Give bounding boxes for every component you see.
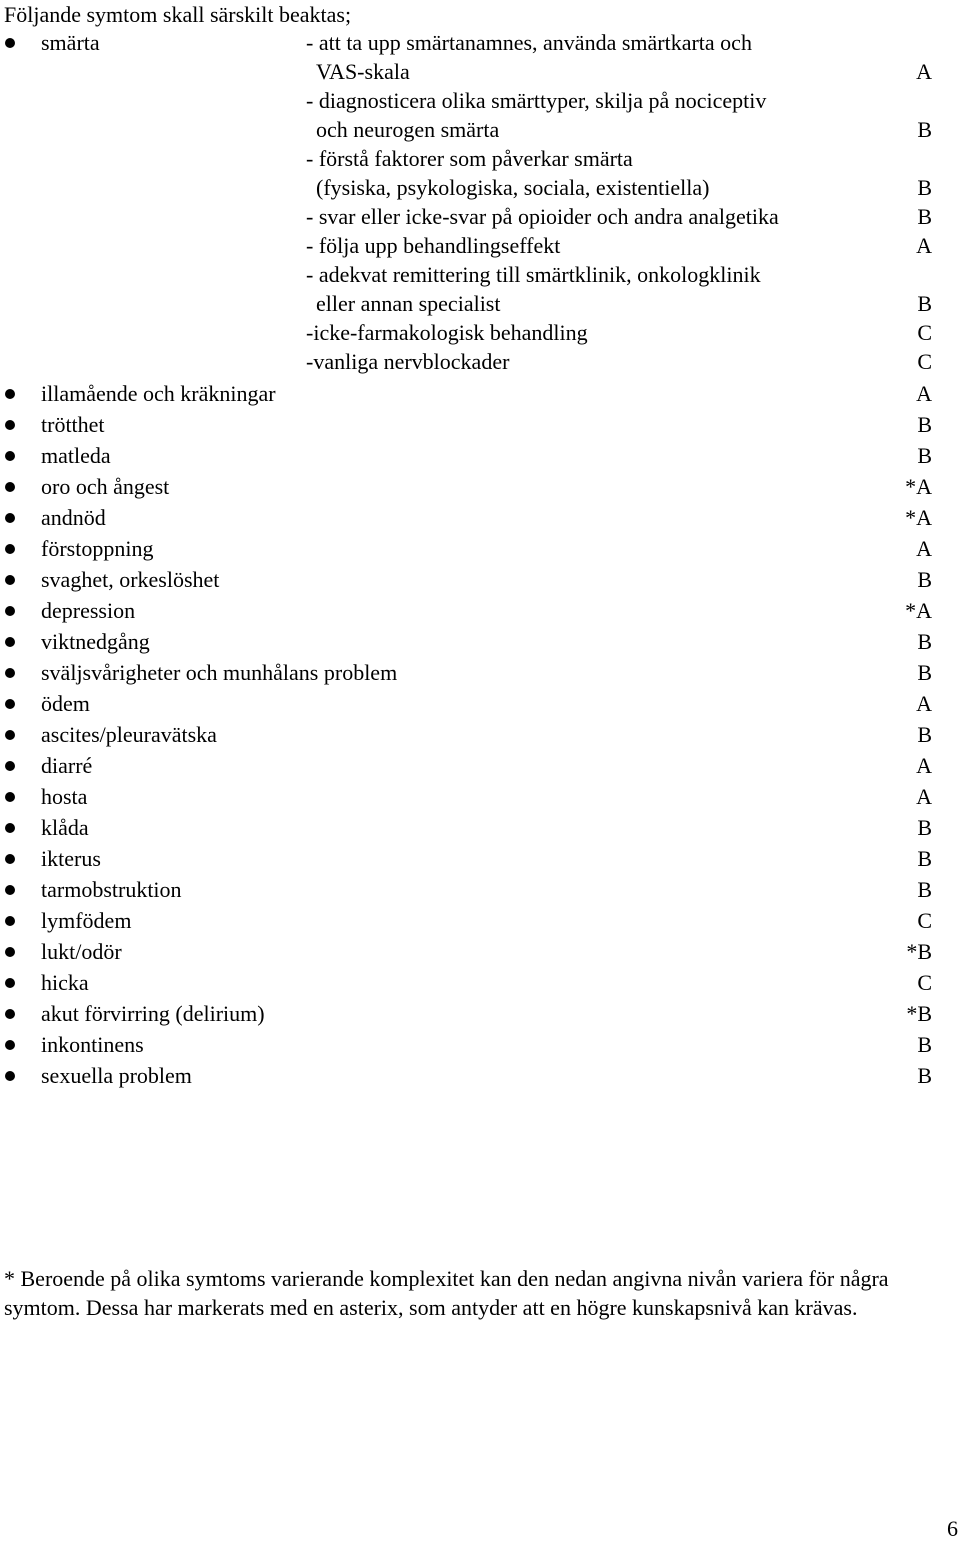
symptom-label: illamående och kräkningar <box>41 381 276 406</box>
bullet-icon <box>5 947 15 957</box>
page-number: 6 <box>947 1516 958 1541</box>
pain-item-level: C <box>917 320 932 345</box>
pain-item-level: B <box>917 291 932 316</box>
symptom-level: A <box>916 691 932 716</box>
symptom-label: ascites/pleuravätska <box>41 722 217 747</box>
pain-item-text: - att ta upp smärtanamnes, använda smärtkarta och <box>306 30 752 55</box>
pain-item-level: B <box>917 204 932 229</box>
symptom-label: andnöd <box>41 505 106 530</box>
symptom-level: B <box>917 1032 932 1057</box>
bullet-icon <box>5 38 15 48</box>
symptom-level: B <box>917 846 932 871</box>
symptom-level: B <box>917 660 932 685</box>
bullet-icon <box>5 575 15 585</box>
pain-item-level: B <box>917 175 932 200</box>
bullet-icon <box>5 637 15 647</box>
pain-item-text: -vanliga nervblockader <box>306 349 510 374</box>
symptom-label: sexuella problem <box>41 1063 192 1088</box>
symptom-level: B <box>917 815 932 840</box>
bullet-icon <box>5 420 15 430</box>
bullet-icon <box>5 885 15 895</box>
symptom-level: A <box>916 536 932 561</box>
symptom-label: hosta <box>41 784 88 809</box>
symptom-level: *B <box>906 1001 932 1026</box>
bullet-icon <box>5 699 15 709</box>
bullet-icon <box>5 482 15 492</box>
bullet-icon <box>5 451 15 461</box>
bullet-icon <box>5 513 15 523</box>
symptom-label: ödem <box>41 691 90 716</box>
bullet-icon <box>5 978 15 988</box>
pain-item-text: (fysiska, psykologiska, sociala, existentiella) <box>316 175 710 200</box>
symptom-level: *B <box>906 939 932 964</box>
page-heading: Följande symtom skall särskilt beaktas; <box>4 2 352 27</box>
symptom-label-pain: smärta <box>41 30 100 55</box>
pain-item-level: B <box>917 117 932 142</box>
bullet-icon <box>5 544 15 554</box>
symptom-label: lymfödem <box>41 908 132 933</box>
bullet-icon <box>5 1009 15 1019</box>
bullet-icon <box>5 606 15 616</box>
symptom-label: hicka <box>41 970 89 995</box>
symptom-label: oro och ångest <box>41 474 170 499</box>
bullet-icon <box>5 792 15 802</box>
bullet-icon <box>5 730 15 740</box>
symptom-level: C <box>917 970 932 995</box>
symptom-label: klåda <box>41 815 89 840</box>
pain-item-level: A <box>916 233 932 258</box>
symptom-level: *A <box>905 598 932 623</box>
pain-item-text: - svar eller icke-svar på opioider och andra analgetika <box>306 204 779 229</box>
symptom-label: matleda <box>41 443 111 468</box>
pain-item-text: -icke-farmakologisk behandling <box>306 320 588 345</box>
symptom-level: C <box>917 908 932 933</box>
bullet-icon <box>5 1040 15 1050</box>
bullet-icon <box>5 823 15 833</box>
bullet-icon <box>5 1071 15 1081</box>
symptom-level: B <box>917 412 932 437</box>
symptom-label: svaghet, orkeslöshet <box>41 567 220 592</box>
symptom-level: B <box>917 567 932 592</box>
pain-item-text: - adekvat remittering till smärtklinik, onkologklinik <box>306 262 761 287</box>
symptom-level: B <box>917 722 932 747</box>
symptom-label: sväljsvårigheter och munhålans problem <box>41 660 398 685</box>
bullet-icon <box>5 389 15 399</box>
footnote: * Beroende på olika symtoms varierande komplexitet kan den nedan angivna nivån variera för några symtom. Dessa har markerats med en asterix, som antyder att en högre kunskapsnivå kan krävas. <box>4 1266 889 1320</box>
symptom-label: viktnedgång <box>41 629 150 654</box>
symptom-label: inkontinens <box>41 1032 144 1057</box>
symptom-level: B <box>917 443 932 468</box>
symptom-level: *A <box>905 474 932 499</box>
symptom-label: diarré <box>41 753 93 778</box>
pain-item-text: VAS-skala <box>316 59 410 84</box>
bullet-icon <box>5 761 15 771</box>
symptom-label: förstoppning <box>41 536 154 561</box>
pain-item-level: A <box>916 59 932 84</box>
symptom-level: B <box>917 877 932 902</box>
symptom-label: ikterus <box>41 846 101 871</box>
symptom-label: depression <box>41 598 136 623</box>
symptom-label: trötthet <box>41 412 105 437</box>
symptom-level: B <box>917 1063 932 1088</box>
bullet-icon <box>5 916 15 926</box>
pain-item-text: - följa upp behandlingseffekt <box>306 233 561 258</box>
symptom-label: lukt/odör <box>41 939 122 964</box>
symptom-level: B <box>917 629 932 654</box>
symptom-level: *A <box>905 505 932 530</box>
bullet-icon <box>5 854 15 864</box>
symptom-label: akut förvirring (delirium) <box>41 1001 265 1026</box>
symptom-level: A <box>916 381 932 406</box>
pain-item-text: - förstå faktorer som påverkar smärta <box>306 146 633 171</box>
symptom-level: A <box>916 753 932 778</box>
pain-item-text: och neurogen smärta <box>316 117 500 142</box>
pain-item-text: - diagnosticera olika smärttyper, skilja på nociceptiv <box>306 88 767 113</box>
pain-item-text: eller annan specialist <box>316 291 501 316</box>
pain-item-level: C <box>917 349 932 374</box>
bullet-icon <box>5 668 15 678</box>
symptom-label: tarmobstruktion <box>41 877 182 902</box>
symptom-level: A <box>916 784 932 809</box>
